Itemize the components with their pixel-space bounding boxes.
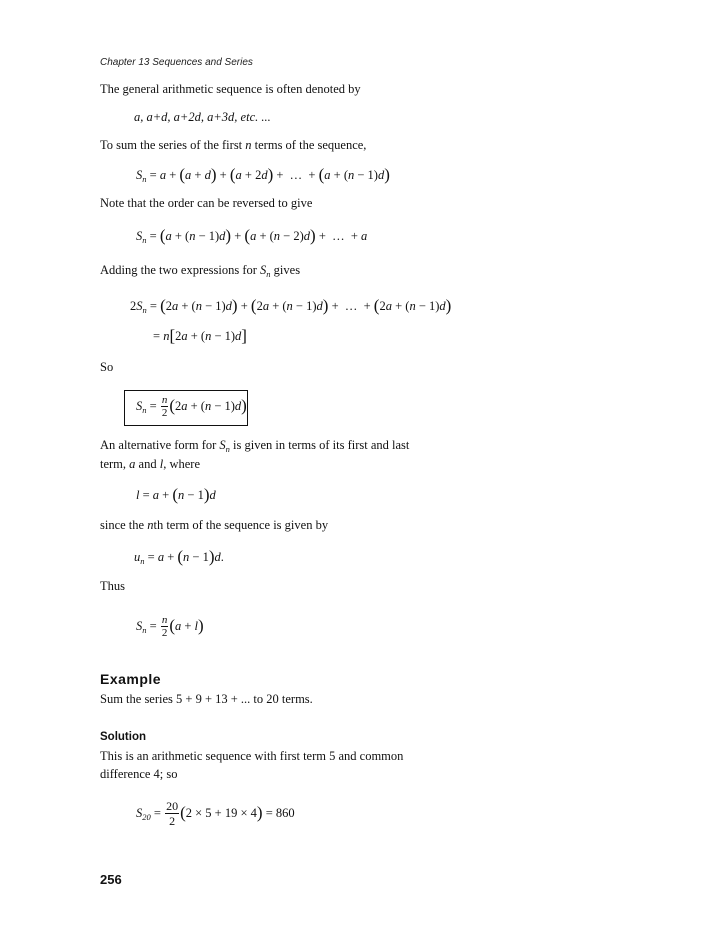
equation-last-term: l = a + (n − 1)d bbox=[136, 485, 216, 504]
example-heading: Example bbox=[100, 671, 162, 687]
paragraph-thus: Thus bbox=[100, 579, 125, 593]
equation-two-sn-simplified: = n[2a + (n − 1)d] bbox=[153, 326, 247, 345]
equation-sn-boxed: $S_n$ = $\frac{n}{2}$ (2a + (n − 1)d) bbox=[136, 394, 247, 419]
s20-result: 860 bbox=[275, 805, 295, 820]
solution-heading: Solution bbox=[100, 731, 146, 743]
equation-general-sequence: a, a+d, a+2d, a+3d, etc. ... bbox=[134, 110, 271, 124]
page-number: 256 bbox=[100, 872, 122, 887]
solution-text-line1: This is an arithmetic sequence with first term 5 and common bbox=[100, 749, 404, 763]
example-text: Sum the series 5 + 9 + 13 + ... to 20 terms. bbox=[100, 692, 313, 706]
paragraph-adding-expressions: Adding the two expressions for $S_n$ gives bbox=[100, 263, 301, 279]
equation-two-sn: $2S_n = (2a + (n - 1)d) + (2a + (n - 1)d)$ + … + (2a + (n − 1)d) bbox=[130, 296, 452, 315]
equation-s20: $S_{20}$ = $\frac{20}{2}$ (2 × 5 + 19 × 4) = 860 bbox=[136, 799, 295, 828]
paragraph-nth-term: since the nth term of the sequence is given by bbox=[100, 518, 329, 532]
paragraph-first-last-term: term, a and l, where bbox=[100, 457, 201, 471]
running-header: Chapter 13 Sequences and Series bbox=[100, 57, 253, 68]
paragraph-alternative-form: An alternative form for $S_n$ is given in terms of its first and last bbox=[100, 438, 410, 454]
equation-sn-sum: $S_n = a + (a + d) + (a + 2d)$ + … + (a + (n − 1)d) bbox=[136, 165, 390, 184]
equation-sn-reversed: $S_n = (a + (n - 1)d) + (a + (n - 2)d)$ + … + a bbox=[136, 226, 368, 245]
equation-sn-first-last: $S_n$ = $\frac{n}{2}$ (a + l) bbox=[136, 614, 204, 639]
paragraph-general-sequence: The general arithmetic sequence is often denoted by bbox=[100, 82, 361, 96]
paragraph-order-reversed: Note that the order can be reversed to give bbox=[100, 196, 313, 210]
solution-text-line2: difference 4; so bbox=[100, 767, 178, 781]
equation-nth-term: $u_n = a + (n - 1)d$. bbox=[134, 547, 224, 566]
paragraph-so: So bbox=[100, 360, 114, 374]
paragraph-sum-first-n: To sum the series of the first n terms of the sequence, bbox=[100, 138, 367, 152]
